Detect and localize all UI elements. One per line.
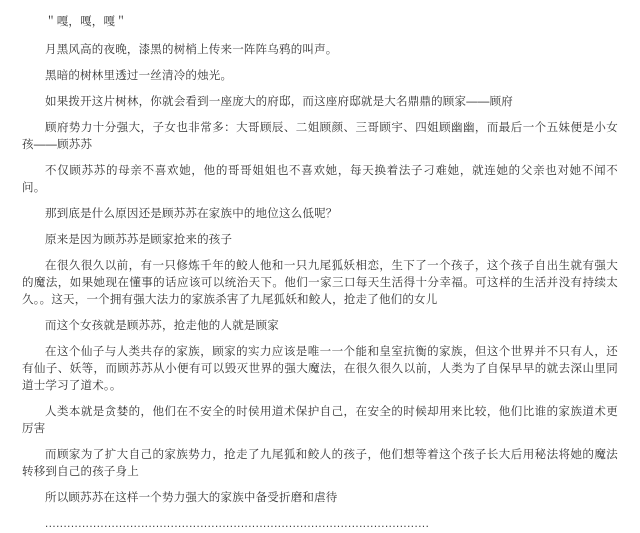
paragraph: 不仅顾苏苏的母亲不喜欢她，他的哥哥姐姐也不喜欢她，每天换着法子刁难她，就连她的父亲也对她不闻不问。 bbox=[22, 165, 618, 194]
paragraph: 在很久很久以前，有一只修炼千年的鲛人他和一只九尾狐妖相恋，生下了一个孩子，这个孩子自出生就有强大的魔法，如果她现在懂事的话应该可以统治天下。他们一家三口每天生活得十分幸福。可这样的生活并没有持续太久。。这天，一个拥有强大法力的家族杀害了九尾狐妖和鲛人，抢走了他们的女儿 bbox=[22, 260, 618, 306]
paragraph: 而顾家为了扩大自己的家族势力，抢走了九尾狐和鲛人的孩子，他们想等着这个孩子长大后用秘法将她的魔法转移到自己的孩子身上 bbox=[22, 449, 618, 478]
paragraph: 如果拨开这片树林，你就会看到一座庞大的府邸，而这座府邸就是大名鼎鼎的顾家——顾府 bbox=[45, 96, 513, 108]
paragraph: 原来是因为顾苏苏是顾家抢来的孩子 bbox=[45, 234, 233, 246]
paragraph: 黑暗的树林里透过一丝清冷的烛光。 bbox=[45, 70, 233, 82]
paragraph: 所以顾苏苏在这样一个势力强大的家族中备受折磨和虐待 bbox=[45, 492, 338, 504]
paragraph: 那到底是什么原因还是顾苏苏在家族中的地位这么低呢？ bbox=[45, 208, 338, 220]
paragraph: ＂嘎，嘎，嘎＂ bbox=[45, 16, 127, 28]
paragraph: 在这个仙子与人类共存的家族，顾家的实力应该是唯一一个能和皇室抗衡的家族，但这个世界并不只有人，还有仙子、妖等，而顾苏苏从小便有可以毁灭世界的强大魔法，在很久很久以前，人类为了自保早早的就去深山里同道士学习了道术。。 bbox=[22, 346, 618, 392]
paragraph: 月黑风高的夜晚，漆黑的树梢上传来一阵阵乌鸦的叫声。 bbox=[45, 44, 338, 56]
paragraph: 人类本就是贪婪的，他们在不安全的时侯用道术保护自己，在安全的时候却用来比较，他们比谁的家族道术更厉害 bbox=[22, 406, 618, 435]
paragraph-separator: ........................................................................................................ bbox=[45, 518, 430, 530]
paragraph: 而这个女孩就是顾苏苏，抢走他的人就是顾家 bbox=[45, 320, 279, 332]
paragraph: 顾府势力十分强大，子女也非常多：大哥顾辰、二姐顾颜、三哥顾宇、四姐顾幽幽，而最后一个五妹便是小女孩——顾苏苏 bbox=[22, 122, 618, 151]
